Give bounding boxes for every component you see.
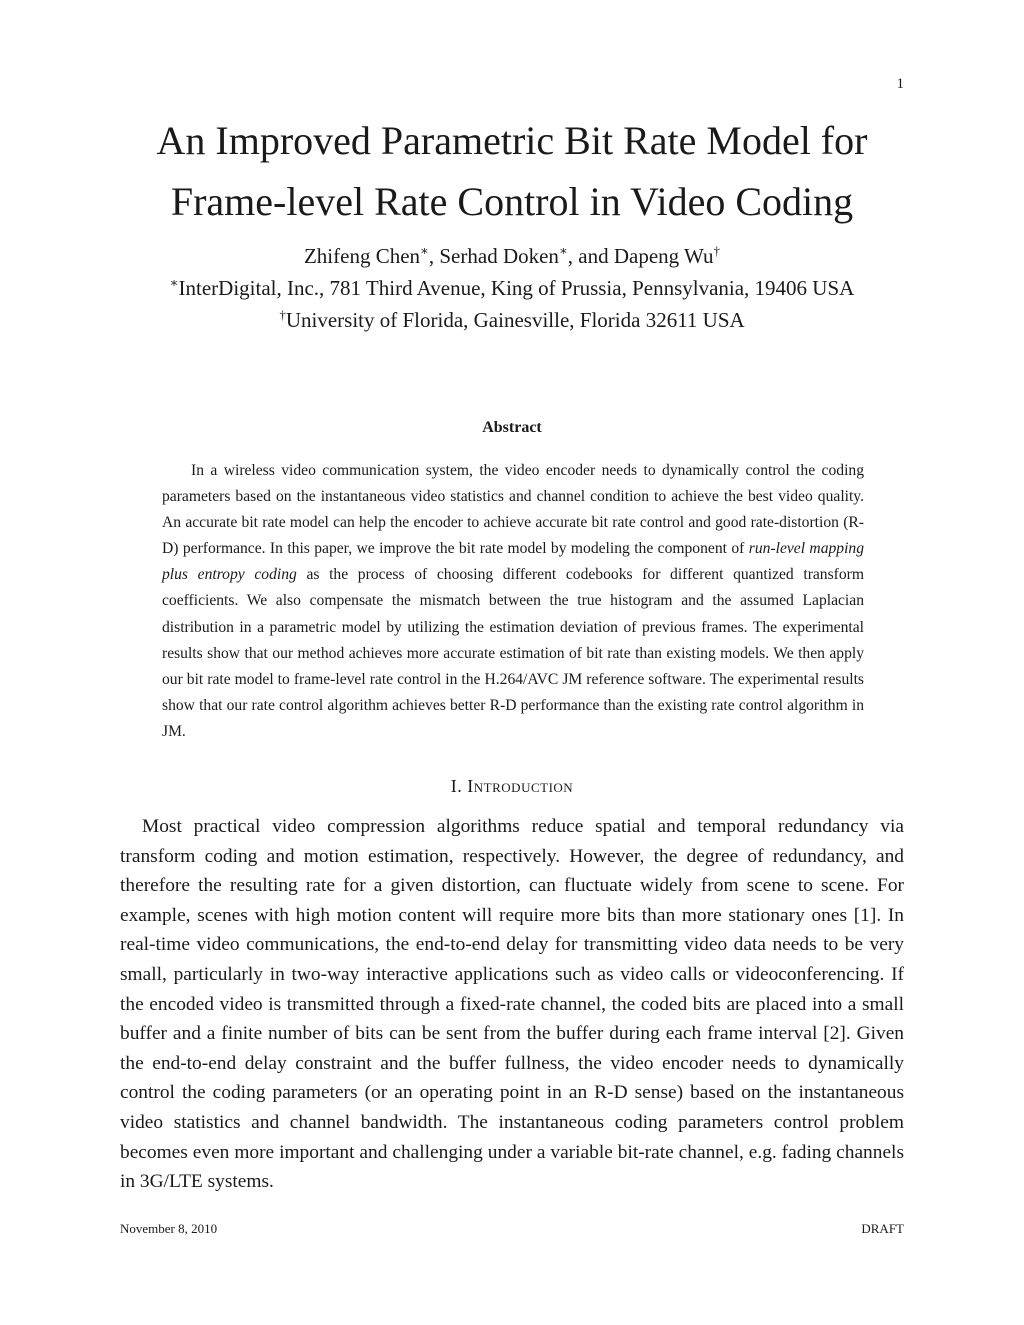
- author-3-mark: †: [713, 243, 721, 258]
- footer-draft-label: DRAFT: [861, 1221, 904, 1236]
- author-1-mark: ∗: [420, 243, 429, 258]
- section-heading-introduction: [0, 776, 1024, 797]
- title-line-1: An Improved Parametric Bit Rate Model for: [156, 118, 868, 163]
- page-number: 1: [896, 76, 904, 92]
- author-2: Serhad Doken: [439, 244, 559, 268]
- author-3: Dapeng Wu: [613, 244, 714, 268]
- abstract-italic-term: run-level mapping plus entropy coding: [162, 540, 865, 584]
- paper-title: [0, 110, 1024, 232]
- author-1: Zhifeng Chen: [303, 244, 421, 268]
- author-separator: ,: [428, 244, 440, 268]
- abstract-text-part-2: as the process of choosing different codebooks for different quantized transform coefficients. We also compensate the mismatch between the true histogram and the assumed Laplacian distribution in a parametric model by utilizing the estimation deviation of previous frames. The experimental results show that our method achieves more accurate estimation of bit rate than existing models. We then apply our bit rate model to frame-level rate control in the H.264/AVC JM reference software. The experimental results show that our rate control algorithm achieves better R-D performance than the existing rate control algorithm in JM.: [162, 566, 864, 740]
- title-line-2: Frame-level Rate Control in Video Coding: [170, 179, 854, 224]
- section-title: Introduction: [467, 776, 574, 796]
- introduction-paragraph: Most practical video compression algorithms reduce spatial and temporal redundancy via transform coding and motion estimation, respectively. However, the degree of redundancy, and therefore the resulting rate for a given distortion, can fluctuate widely from scene to scene. For example, scenes with high motion content will require more bits than more stationary ones [1]. In real-time video communications, the end-to-end delay for transmitting video data needs to be very small, particularly in two-way interactive applications such as video calls or videoconferencing. If the encoded video is transmitted through a fixed-rate channel, the coded bits are placed into a small buffer and a finite number of bits can be sent from the buffer during each frame interval [2]. Given the end-to-end delay constraint and the buffer fullness, the video encoder needs to dynamically control the coding parameters (or an operating point in an R-D sense) based on the instantaneous video statistics and channel bandwidth. The instantaneous coding parameters control problem becomes even more important and challenging under a variable bit-rate channel, e.g. fading channels in 3G/LTE systems.: [120, 816, 904, 1193]
- author-separator: , and: [567, 244, 614, 268]
- affiliation-2-mark: †: [279, 307, 286, 322]
- affiliation-2: [0, 304, 1024, 336]
- affiliation-1-mark: ∗: [169, 275, 179, 290]
- affiliation-2-text: University of Florida, Gainesville, Florida 32611 USA: [285, 308, 745, 332]
- abstract-text-part-1: In a wireless video communication system, the video encoder needs to dynamically control the coding parameters based on the instantaneous video statistics and channel condition to achieve the best video quality. An accurate bit rate model can help the encoder to achieve accurate bit rate control and good rate-distortion (R-D) performance. In this paper, we improve the bit rate model by modeling the component of: [162, 462, 864, 558]
- footer-date: November 8, 2010: [120, 1221, 218, 1236]
- affiliation-1-text: InterDigital, Inc., 781 Third Avenue, King of Prussia, Pennsylvania, 19406 USA: [178, 276, 855, 300]
- affiliation-1: [0, 272, 1024, 304]
- author-names: [0, 240, 1024, 272]
- author-block: [0, 240, 1024, 336]
- abstract-text: [162, 458, 864, 745]
- section-numeral: I.: [450, 776, 468, 796]
- abstract-heading: Abstract: [482, 419, 542, 436]
- author-2-mark: ∗: [558, 243, 568, 258]
